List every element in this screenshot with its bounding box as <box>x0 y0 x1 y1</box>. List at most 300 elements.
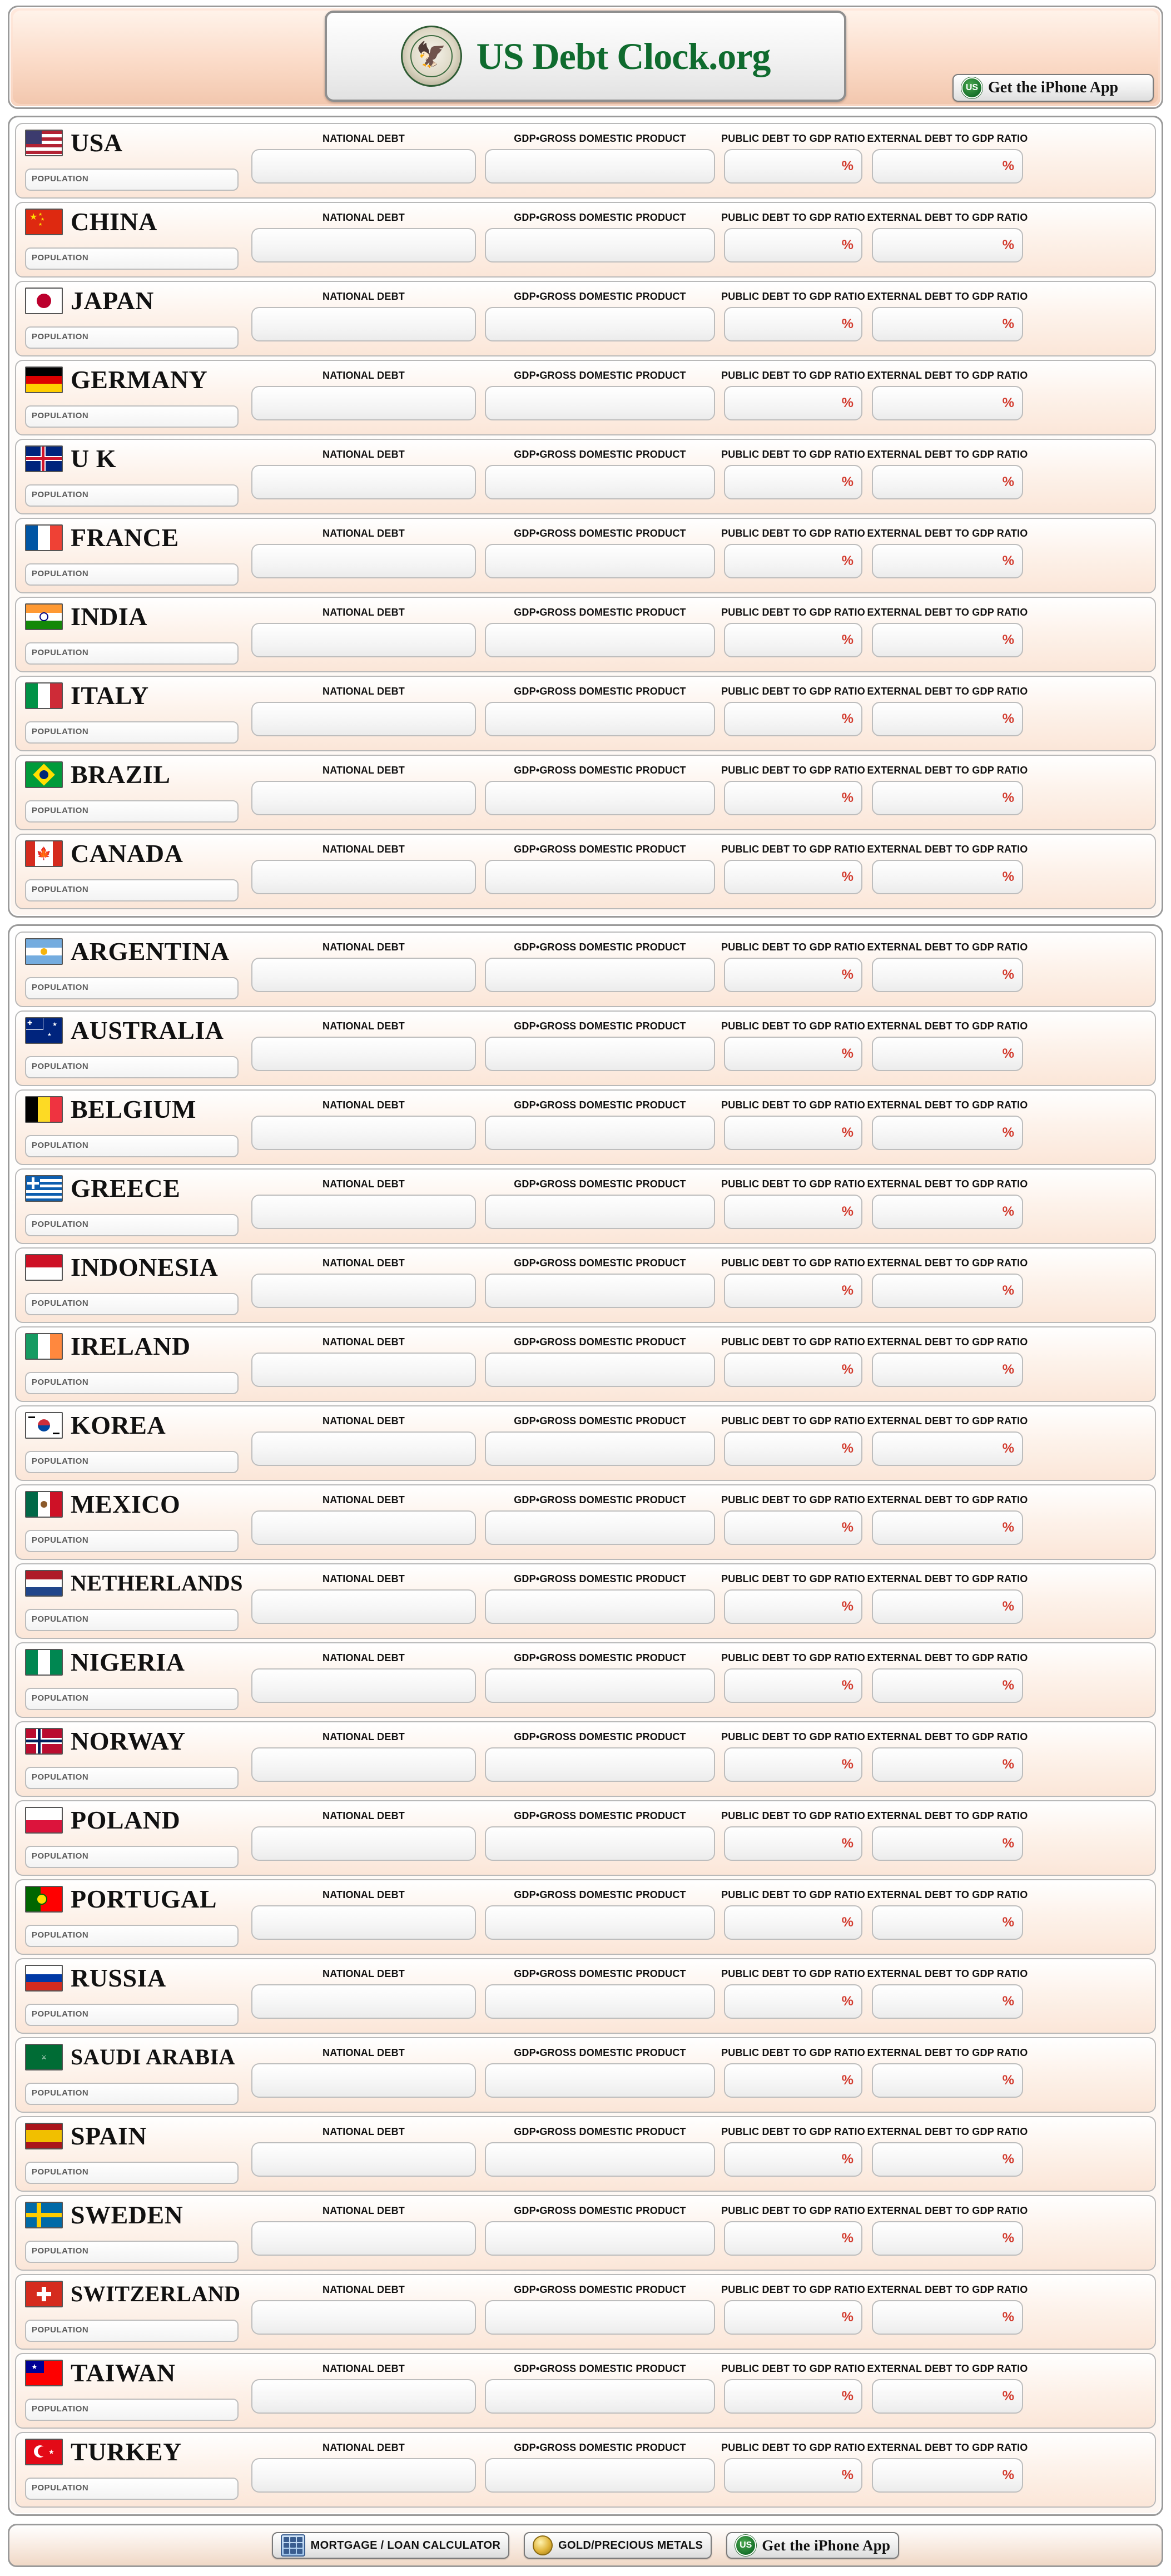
population-field[interactable] <box>25 721 239 744</box>
national-debt-metric <box>247 677 480 750</box>
gdp-field[interactable] <box>485 2458 715 2493</box>
country-block <box>16 1880 247 1954</box>
population-label: POPULATION <box>32 1378 89 1387</box>
national-debt-label: NATIONAL DEBT <box>322 133 405 144</box>
country-block <box>16 1091 247 1164</box>
gdp-value <box>486 387 714 419</box>
external-debt-ratio-label: EXTERNAL DEBT TO GDP RATIO <box>867 1731 1028 1742</box>
external-debt-ratio-field[interactable] <box>872 228 1023 262</box>
national-debt-label: NATIONAL DEBT <box>322 528 405 539</box>
national-debt-value <box>252 703 475 735</box>
population-field[interactable] <box>25 2320 239 2342</box>
external-debt-ratio-metric <box>867 2196 1028 2270</box>
external-debt-ratio-field[interactable] <box>872 1510 1023 1545</box>
public-debt-ratio-metric <box>720 1959 867 2033</box>
public-debt-percent-sign: % <box>841 1836 854 1851</box>
flag-switzerland-icon <box>25 2281 63 2307</box>
country-row[interactable] <box>15 2116 1156 2192</box>
external-debt-ratio-field[interactable] <box>872 2379 1023 2414</box>
gold-precious-metals-button[interactable] <box>524 2532 712 2559</box>
public-debt-ratio-field[interactable] <box>724 1826 862 1861</box>
gdp-field[interactable] <box>485 1589 715 1624</box>
population-label: POPULATION <box>32 1062 89 1071</box>
gdp-field[interactable] <box>485 2142 715 2177</box>
external-debt-ratio-metric <box>867 1959 1028 2033</box>
external-debt-ratio-field[interactable] <box>872 386 1023 420</box>
population-field[interactable] <box>25 169 239 191</box>
gdp-field[interactable] <box>485 2063 715 2098</box>
population-label: POPULATION <box>32 1535 89 1545</box>
gdp-field[interactable] <box>485 1668 715 1703</box>
national-debt-field[interactable] <box>251 2221 476 2256</box>
calculator-icon <box>281 2534 305 2557</box>
public-debt-ratio-field[interactable] <box>724 149 862 184</box>
public-debt-ratio-field[interactable] <box>724 1116 862 1150</box>
gdp-field[interactable] <box>485 1353 715 1387</box>
public-debt-ratio-field[interactable] <box>724 702 862 736</box>
public-debt-ratio-field[interactable] <box>724 307 862 341</box>
external-debt-ratio-field[interactable] <box>872 544 1023 578</box>
national-debt-metric <box>247 1880 480 1954</box>
gdp-field[interactable] <box>485 386 715 420</box>
population-field[interactable] <box>25 405 239 428</box>
country-block <box>16 203 247 276</box>
country-row[interactable] <box>15 1800 1156 1876</box>
country-heading <box>16 519 247 551</box>
country-row[interactable] <box>15 202 1156 278</box>
external-debt-ratio-value <box>873 2380 1022 2412</box>
country-panels <box>0 116 1171 2516</box>
external-debt-ratio-field[interactable] <box>872 307 1023 341</box>
country-row[interactable] <box>15 1642 1156 1718</box>
population-field[interactable] <box>25 1925 239 1947</box>
external-debt-ratio-field[interactable] <box>872 149 1023 184</box>
country-block <box>16 1801 247 1875</box>
national-debt-field[interactable] <box>251 1510 476 1545</box>
gdp-field[interactable] <box>485 2221 715 2256</box>
population-field[interactable] <box>25 247 239 270</box>
national-debt-metric <box>247 933 480 1006</box>
population-label: POPULATION <box>32 2009 89 2019</box>
population-label: POPULATION <box>32 2088 89 2098</box>
national-debt-field[interactable] <box>251 386 476 420</box>
gdp-field[interactable] <box>485 307 715 341</box>
public-debt-ratio-label: PUBLIC DEBT TO GDP RATIO <box>721 528 865 539</box>
national-debt-field[interactable] <box>251 958 476 992</box>
country-heading <box>16 361 247 393</box>
external-debt-ratio-field[interactable] <box>872 1905 1023 1940</box>
public-debt-ratio-field[interactable] <box>724 1905 862 1940</box>
external-debt-ratio-metric <box>867 1091 1028 1164</box>
external-debt-percent-sign: % <box>1002 474 1014 489</box>
national-debt-field[interactable] <box>251 1116 476 1150</box>
public-debt-ratio-field[interactable] <box>724 623 862 657</box>
external-debt-ratio-field[interactable] <box>872 623 1023 657</box>
country-row[interactable] <box>15 2195 1156 2271</box>
external-debt-ratio-value <box>873 229 1022 261</box>
country-row[interactable] <box>15 123 1156 199</box>
country-name: FRANCE <box>71 523 179 552</box>
national-debt-field[interactable] <box>251 1984 476 2019</box>
gdp-value <box>486 545 714 577</box>
national-debt-field[interactable] <box>251 1037 476 1071</box>
external-debt-ratio-metric <box>867 1880 1028 1954</box>
mortgage-calculator-label: MORTGAGE / LOAN CALCULATOR <box>310 2539 501 2552</box>
population-label: POPULATION <box>32 885 89 894</box>
gdp-field[interactable] <box>485 228 715 262</box>
external-debt-ratio-field[interactable] <box>872 1984 1023 2019</box>
country-block <box>16 756 247 829</box>
public-debt-ratio-label: PUBLIC DEBT TO GDP RATIO <box>721 1336 865 1348</box>
gdp-field[interactable] <box>485 1905 715 1940</box>
gdp-field[interactable] <box>485 1984 715 2019</box>
gdp-value <box>486 2222 714 2255</box>
population-field[interactable] <box>25 1293 239 1315</box>
public-debt-ratio-field[interactable] <box>724 2142 862 2177</box>
national-debt-field[interactable] <box>251 2458 476 2493</box>
public-debt-ratio-field[interactable] <box>724 1668 862 1703</box>
public-debt-ratio-metric <box>720 2433 867 2506</box>
gdp-field[interactable] <box>485 2379 715 2414</box>
public-debt-ratio-value <box>725 1354 861 1386</box>
country-block <box>16 1249 247 1322</box>
national-debt-field[interactable] <box>251 544 476 578</box>
national-debt-field[interactable] <box>251 1589 476 1624</box>
country-row[interactable] <box>15 1326 1156 1402</box>
country-row[interactable] <box>15 1563 1156 1639</box>
national-debt-field[interactable] <box>251 2379 476 2414</box>
national-debt-field[interactable] <box>251 623 476 657</box>
gdp-field[interactable] <box>485 1037 715 1071</box>
external-debt-ratio-label: EXTERNAL DEBT TO GDP RATIO <box>867 133 1028 144</box>
population-field[interactable] <box>25 879 239 901</box>
country-name: NETHERLANDS <box>71 1571 244 1596</box>
country-row[interactable] <box>15 1484 1156 1560</box>
population-field[interactable] <box>25 1688 239 1710</box>
external-debt-ratio-field[interactable] <box>872 2063 1023 2098</box>
flag-greece-icon <box>25 1175 63 1202</box>
external-debt-ratio-metric <box>867 203 1028 276</box>
gdp-field[interactable] <box>485 1195 715 1229</box>
external-debt-ratio-value <box>873 466 1022 498</box>
population-field[interactable] <box>25 800 239 823</box>
gdp-field[interactable] <box>485 1274 715 1308</box>
country-row[interactable] <box>15 518 1156 593</box>
external-debt-ratio-field[interactable] <box>872 1037 1023 1071</box>
external-debt-percent-sign: % <box>1002 869 1014 884</box>
national-debt-field[interactable] <box>251 860 476 894</box>
population-field[interactable] <box>25 484 239 507</box>
population-field[interactable] <box>25 2399 239 2421</box>
public-debt-ratio-field[interactable] <box>724 544 862 578</box>
public-debt-ratio-field[interactable] <box>724 2379 862 2414</box>
public-debt-ratio-value <box>725 1591 861 1623</box>
population-field[interactable] <box>25 977 239 999</box>
population-field[interactable] <box>25 2162 239 2184</box>
public-debt-ratio-label: PUBLIC DEBT TO GDP RATIO <box>721 291 865 302</box>
flag-spain-icon <box>25 2123 63 2149</box>
flag-china-icon: ★ ★ ★ ★ <box>25 209 63 235</box>
national-debt-metric <box>247 2354 480 2428</box>
public-debt-ratio-label: PUBLIC DEBT TO GDP RATIO <box>721 1573 865 1584</box>
flag-korea-icon <box>25 1412 63 1439</box>
external-debt-ratio-field[interactable] <box>872 1668 1023 1703</box>
country-name: TAIWAN <box>71 2359 176 2387</box>
national-debt-metric <box>247 2275 480 2349</box>
gdp-value <box>486 1512 714 1544</box>
external-debt-ratio-field[interactable] <box>872 2458 1023 2493</box>
external-debt-ratio-field[interactable] <box>872 1195 1023 1229</box>
public-debt-ratio-label: PUBLIC DEBT TO GDP RATIO <box>721 1889 865 1900</box>
public-debt-ratio-field[interactable] <box>724 2458 862 2493</box>
national-debt-label: NATIONAL DEBT <box>322 291 405 302</box>
gdp-metric <box>480 756 720 829</box>
external-debt-ratio-field[interactable] <box>872 1116 1023 1150</box>
gdp-field[interactable] <box>485 623 715 657</box>
population-field[interactable] <box>25 1846 239 1868</box>
public-debt-ratio-metric <box>720 933 867 1006</box>
external-debt-ratio-field[interactable] <box>872 1826 1023 1861</box>
country-heading <box>16 440 247 472</box>
public-debt-ratio-field[interactable] <box>724 958 862 992</box>
public-debt-ratio-metric <box>720 1249 867 1322</box>
country-heading <box>16 677 247 709</box>
national-debt-label: NATIONAL DEBT <box>322 1889 405 1900</box>
gdp-value <box>486 1117 714 1149</box>
external-debt-ratio-field[interactable] <box>872 702 1023 736</box>
national-debt-value <box>252 545 475 577</box>
public-debt-ratio-label: PUBLIC DEBT TO GDP RATIO <box>721 1494 865 1505</box>
public-debt-ratio-metric <box>720 1327 867 1401</box>
external-debt-ratio-metric <box>867 1170 1028 1243</box>
public-debt-percent-sign: % <box>841 158 854 174</box>
national-debt-field[interactable] <box>251 1905 476 1940</box>
country-row[interactable] <box>15 834 1156 909</box>
external-debt-ratio-field[interactable] <box>872 2300 1023 2335</box>
population-label: POPULATION <box>32 490 89 499</box>
public-debt-ratio-field[interactable] <box>724 228 862 262</box>
gdp-metric <box>480 519 720 592</box>
country-row[interactable] <box>15 1089 1156 1165</box>
population-label: POPULATION <box>32 1141 89 1150</box>
national-debt-field[interactable] <box>251 1431 476 1466</box>
external-debt-ratio-field[interactable] <box>872 860 1023 894</box>
country-row[interactable] <box>15 2432 1156 2508</box>
public-debt-ratio-field[interactable] <box>724 1037 862 1071</box>
public-debt-ratio-field[interactable] <box>724 2221 862 2256</box>
national-debt-field[interactable] <box>251 1353 476 1387</box>
national-debt-field[interactable] <box>251 2063 476 2098</box>
population-field[interactable] <box>25 1372 239 1394</box>
national-debt-field[interactable] <box>251 149 476 184</box>
country-row[interactable] <box>15 1405 1156 1481</box>
gdp-field[interactable] <box>485 1747 715 1782</box>
population-field[interactable] <box>25 1530 239 1552</box>
external-debt-ratio-value <box>873 1827 1022 1860</box>
gdp-value <box>486 2380 714 2412</box>
external-debt-ratio-field[interactable] <box>872 1274 1023 1308</box>
national-debt-field[interactable] <box>251 2300 476 2335</box>
public-debt-ratio-field[interactable] <box>724 2300 862 2335</box>
external-debt-ratio-field[interactable] <box>872 2142 1023 2177</box>
public-debt-percent-sign: % <box>841 2073 854 2088</box>
country-row[interactable] <box>15 1958 1156 2034</box>
country-row[interactable] <box>15 676 1156 751</box>
gdp-field[interactable] <box>485 702 715 736</box>
country-block <box>16 2275 247 2349</box>
external-debt-percent-sign: % <box>1002 967 1014 982</box>
country-row[interactable] <box>15 2353 1156 2429</box>
population-field[interactable] <box>25 1767 239 1789</box>
public-debt-ratio-field[interactable] <box>724 465 862 499</box>
national-debt-field[interactable] <box>251 1274 476 1308</box>
population-field[interactable] <box>25 2083 239 2105</box>
country-block <box>16 519 247 592</box>
gdp-field[interactable] <box>485 2300 715 2335</box>
public-debt-ratio-field[interactable] <box>724 1353 862 1387</box>
country-row[interactable] <box>15 1879 1156 1955</box>
country-name: AUSTRALIA <box>71 1016 224 1044</box>
public-debt-percent-sign: % <box>841 632 854 647</box>
external-debt-ratio-label: EXTERNAL DEBT TO GDP RATIO <box>867 686 1028 697</box>
population-field[interactable] <box>25 326 239 349</box>
population-field[interactable] <box>25 2004 239 2026</box>
public-debt-ratio-field[interactable] <box>724 1589 862 1624</box>
country-row[interactable] <box>15 2037 1156 2113</box>
national-debt-metric <box>247 203 480 276</box>
national-debt-label: NATIONAL DEBT <box>322 1968 405 1979</box>
get-iphone-app-button-header[interactable] <box>952 74 1154 102</box>
public-debt-ratio-field[interactable] <box>724 860 862 894</box>
external-debt-ratio-field[interactable] <box>872 1589 1023 1624</box>
country-row[interactable] <box>15 360 1156 435</box>
country-heading <box>16 2354 247 2386</box>
country-row[interactable] <box>15 281 1156 356</box>
site-logo-plate[interactable] <box>325 11 846 102</box>
national-debt-field[interactable] <box>251 307 476 341</box>
public-debt-ratio-value <box>725 2222 861 2255</box>
mortgage-loan-calculator-button[interactable] <box>272 2532 509 2559</box>
public-debt-ratio-field[interactable] <box>724 1431 862 1466</box>
population-field[interactable] <box>25 2241 239 2263</box>
public-debt-ratio-metric <box>720 203 867 276</box>
public-debt-ratio-field[interactable] <box>724 2063 862 2098</box>
country-panel-other-nations <box>8 924 1163 2516</box>
external-debt-ratio-field[interactable] <box>872 1353 1023 1387</box>
national-debt-value <box>252 2380 475 2412</box>
national-debt-field[interactable] <box>251 702 476 736</box>
national-debt-field[interactable] <box>251 2142 476 2177</box>
gdp-field[interactable] <box>485 1826 715 1861</box>
public-debt-ratio-field[interactable] <box>724 1510 862 1545</box>
country-heading <box>16 1801 247 1834</box>
public-debt-ratio-field[interactable] <box>724 1747 862 1782</box>
national-debt-field[interactable] <box>251 465 476 499</box>
gdp-field[interactable] <box>485 149 715 184</box>
country-row[interactable] <box>15 597 1156 672</box>
population-field[interactable] <box>25 563 239 586</box>
external-debt-ratio-label: EXTERNAL DEBT TO GDP RATIO <box>867 1021 1028 1032</box>
public-debt-ratio-field[interactable] <box>724 781 862 815</box>
public-debt-ratio-label: PUBLIC DEBT TO GDP RATIO <box>721 2126 865 2137</box>
gdp-label: GDP•GROSS DOMESTIC PRODUCT <box>514 1889 686 1900</box>
national-debt-field[interactable] <box>251 228 476 262</box>
national-debt-field[interactable] <box>251 781 476 815</box>
flag-saudi-arabia-icon: ⚔ <box>25 2044 63 2070</box>
country-row[interactable] <box>15 439 1156 514</box>
public-debt-ratio-field[interactable] <box>724 1274 862 1308</box>
external-debt-ratio-field[interactable] <box>872 465 1023 499</box>
gdp-field[interactable] <box>485 1510 715 1545</box>
public-debt-ratio-field[interactable] <box>724 1984 862 2019</box>
external-debt-ratio-field[interactable] <box>872 781 1023 815</box>
country-row[interactable] <box>15 932 1156 1007</box>
external-debt-ratio-metric <box>867 2275 1028 2349</box>
external-debt-ratio-value <box>873 1512 1022 1544</box>
country-row[interactable] <box>15 1721 1156 1797</box>
external-debt-ratio-field[interactable] <box>872 1431 1023 1466</box>
population-field[interactable] <box>25 1214 239 1236</box>
gdp-field[interactable] <box>485 544 715 578</box>
national-debt-field[interactable] <box>251 1195 476 1229</box>
gdp-field[interactable] <box>485 1431 715 1466</box>
external-debt-ratio-value <box>873 1354 1022 1386</box>
gdp-label: GDP•GROSS DOMESTIC PRODUCT <box>514 1257 686 1269</box>
gdp-field[interactable] <box>485 860 715 894</box>
external-debt-ratio-value <box>873 308 1022 340</box>
population-field[interactable] <box>25 1135 239 1157</box>
country-row[interactable] <box>15 1247 1156 1323</box>
national-debt-value <box>252 1433 475 1465</box>
national-debt-field[interactable] <box>251 1826 476 1861</box>
external-debt-ratio-field[interactable] <box>872 958 1023 992</box>
public-debt-ratio-metric <box>720 1406 867 1480</box>
gdp-label: GDP•GROSS DOMESTIC PRODUCT <box>514 2363 686 2374</box>
gdp-field[interactable] <box>485 465 715 499</box>
population-field[interactable] <box>25 1451 239 1473</box>
gdp-field[interactable] <box>485 1116 715 1150</box>
flag-france-icon <box>25 524 63 551</box>
country-row[interactable] <box>15 755 1156 830</box>
country-row[interactable] <box>15 1168 1156 1244</box>
national-debt-field[interactable] <box>251 1747 476 1782</box>
population-field[interactable] <box>25 1609 239 1631</box>
external-debt-ratio-field[interactable] <box>872 2221 1023 2256</box>
external-debt-ratio-field[interactable] <box>872 1747 1023 1782</box>
country-row[interactable] <box>15 1010 1156 1086</box>
external-debt-ratio-label: EXTERNAL DEBT TO GDP RATIO <box>867 1099 1028 1111</box>
country-row[interactable] <box>15 2274 1156 2350</box>
gdp-value <box>486 1591 714 1623</box>
external-debt-ratio-value <box>873 2459 1022 2491</box>
public-debt-ratio-field[interactable] <box>724 1195 862 1229</box>
external-debt-ratio-label: EXTERNAL DEBT TO GDP RATIO <box>867 2205 1028 2216</box>
gdp-field[interactable] <box>485 781 715 815</box>
public-debt-ratio-label: PUBLIC DEBT TO GDP RATIO <box>721 607 865 618</box>
national-debt-field[interactable] <box>251 1668 476 1703</box>
population-field[interactable] <box>25 1056 239 1078</box>
population-field[interactable] <box>25 2478 239 2500</box>
get-iphone-app-button-footer[interactable] <box>726 2532 899 2559</box>
public-debt-ratio-field[interactable] <box>724 386 862 420</box>
gdp-field[interactable] <box>485 958 715 992</box>
country-name: U K <box>71 444 116 473</box>
external-debt-ratio-label: EXTERNAL DEBT TO GDP RATIO <box>867 2284 1028 2295</box>
public-debt-percent-sign: % <box>841 711 854 726</box>
public-debt-ratio-value <box>725 861 861 893</box>
population-field[interactable] <box>25 642 239 665</box>
country-heading <box>16 282 247 314</box>
